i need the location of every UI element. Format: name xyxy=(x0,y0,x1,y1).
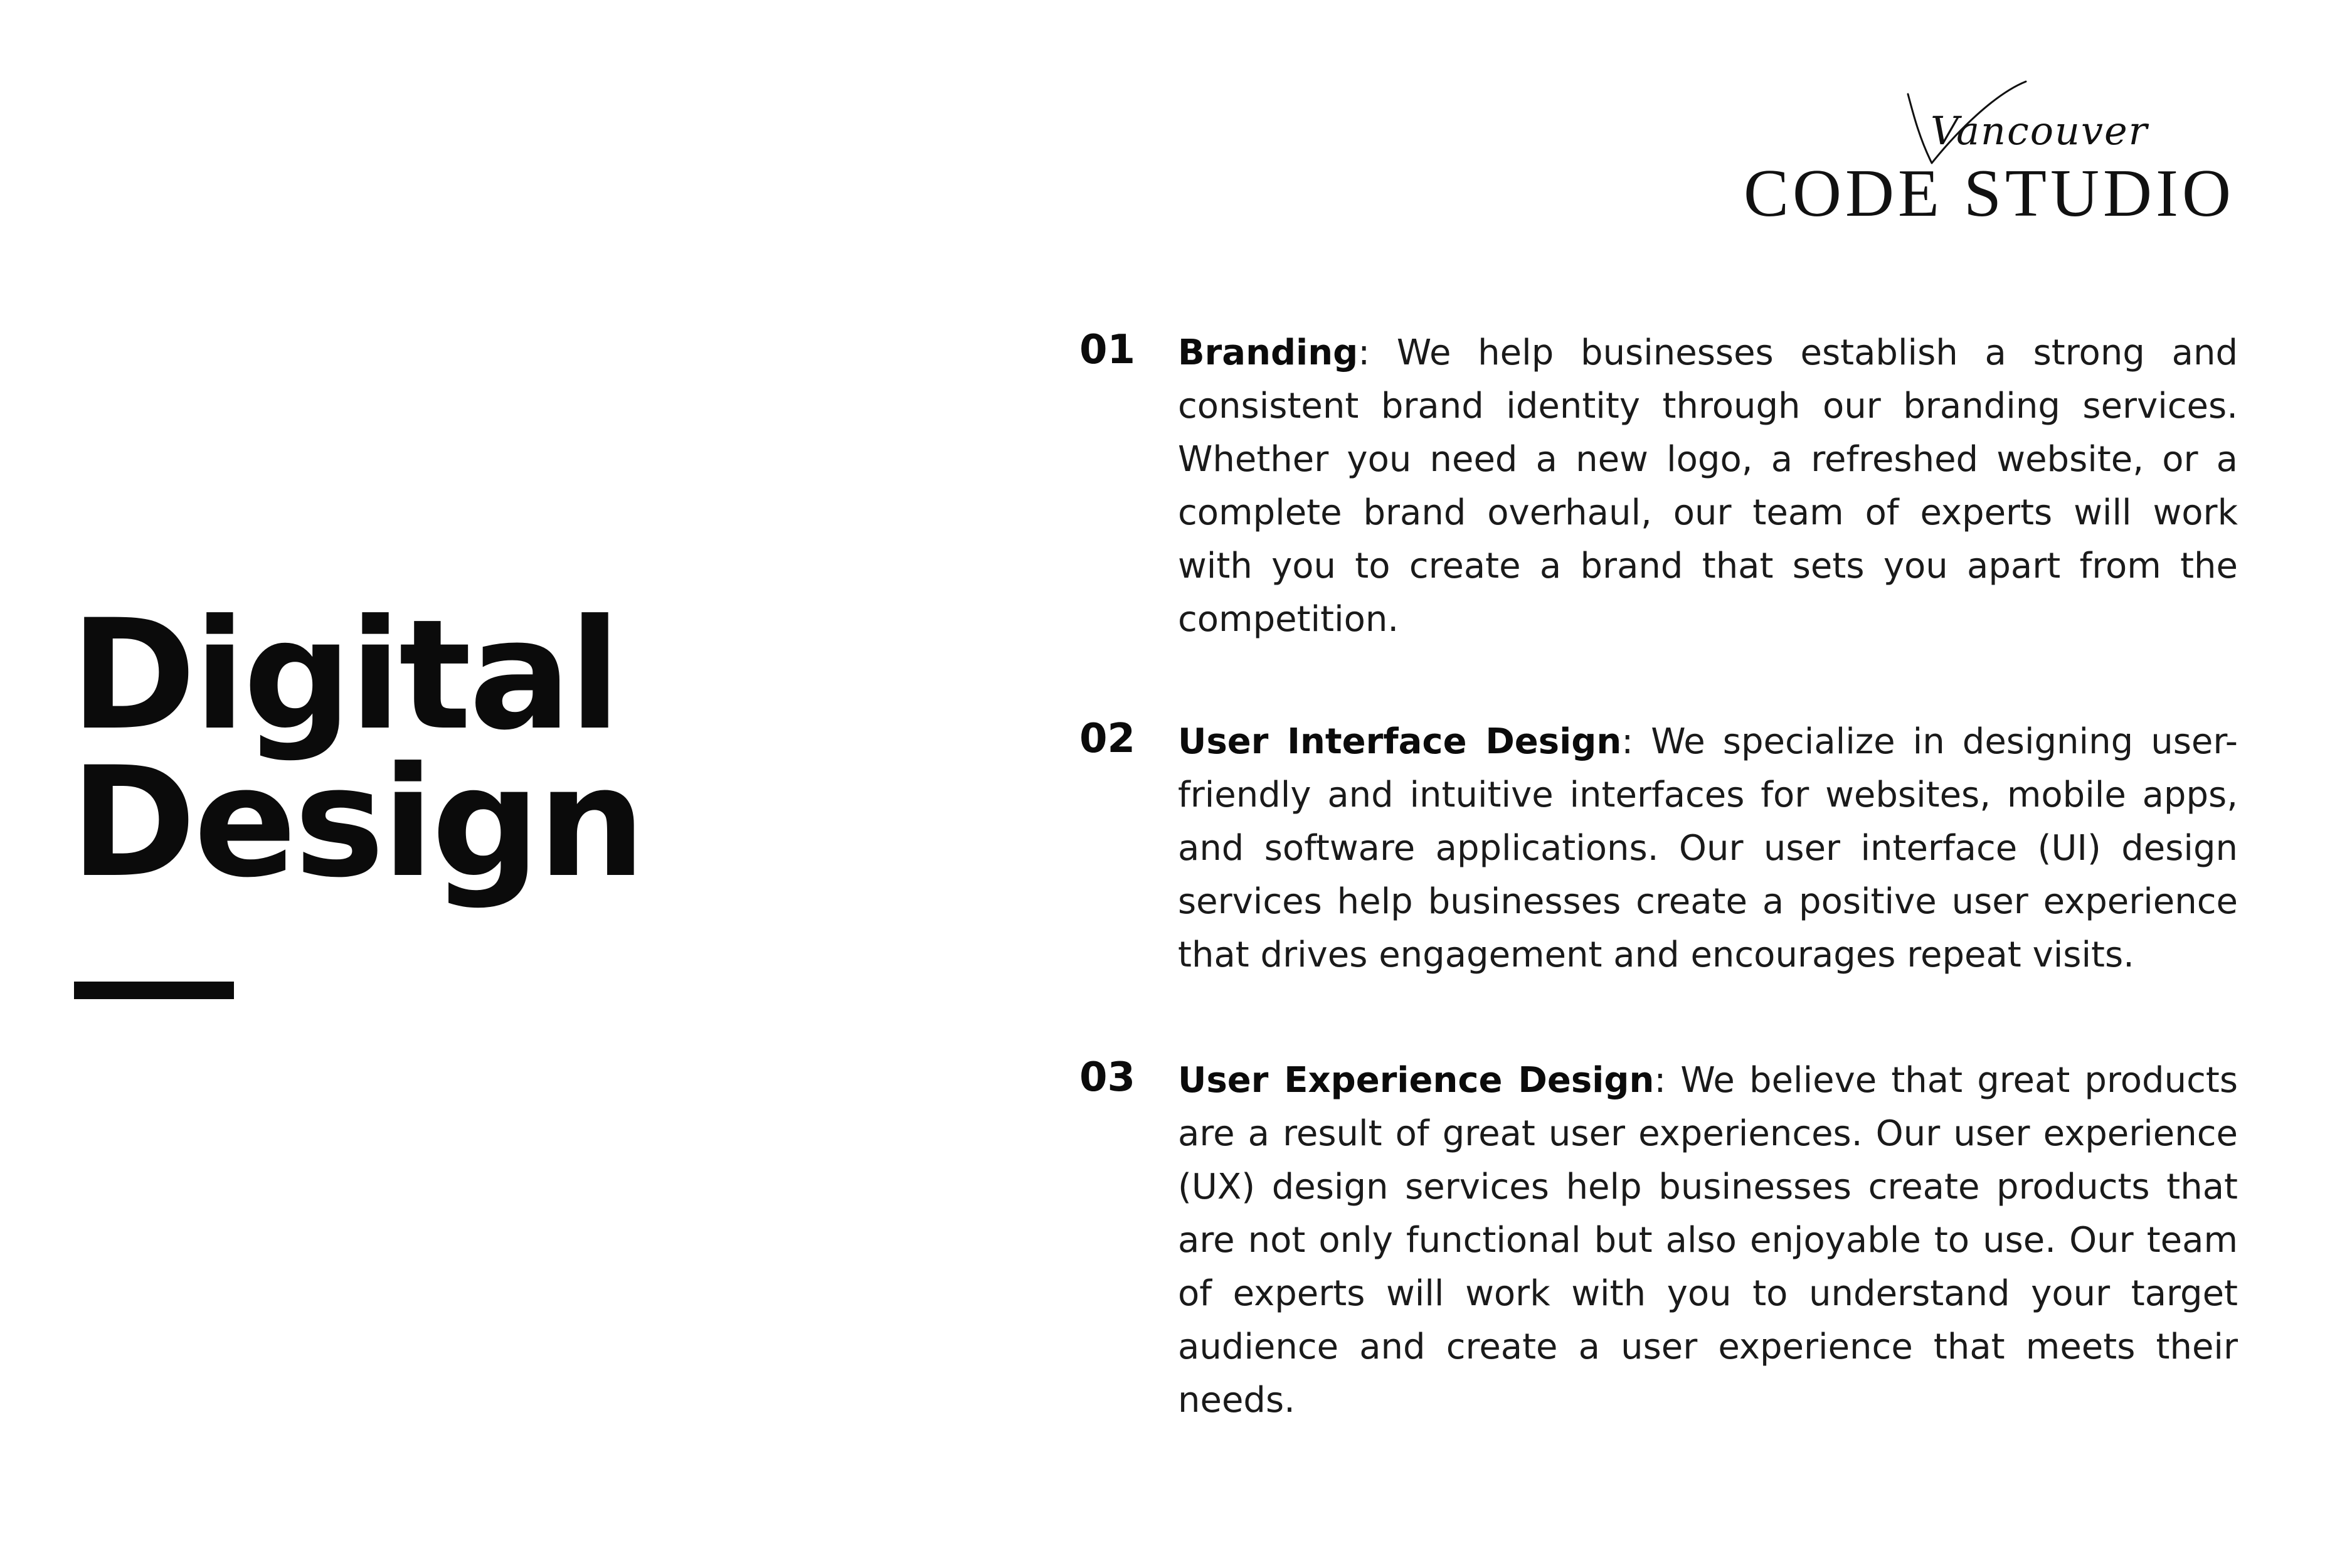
service-number: 01 xyxy=(1079,327,1135,373)
service-number: 03 xyxy=(1079,1054,1135,1101)
service-number: 02 xyxy=(1079,716,1135,762)
service-description: : We help businesses establish a strong and consistent brand identity through our branding services. Whether you need a new logo, a refreshed website, or a complete brand overhaul, our team of experts will work with you to create a brand that sets you apart from the competition. xyxy=(1178,332,2238,640)
service-term: User Interface Design xyxy=(1178,721,1622,762)
service-paragraph xyxy=(1178,326,2238,646)
page-title xyxy=(70,587,644,911)
page-title-line-1: Digital xyxy=(70,587,618,764)
service-paragraph xyxy=(1178,715,2238,982)
logo-main-text: CODE STUDIO xyxy=(1744,156,2235,231)
brand-logo xyxy=(1744,69,2235,231)
service-term: User Experience Design xyxy=(1178,1060,1655,1101)
page-title-line-2: Design xyxy=(70,734,644,911)
service-term: Branding xyxy=(1178,332,1359,373)
service-paragraph xyxy=(1178,1054,2238,1427)
service-description: : We believe that great products are a result of great user experiences. Our user experience (UX) design services help businesses create products that are not only functional but also enjoyable to use. Our team of experts will work with you to understand your target audience and create a user experience that meets their needs. xyxy=(1178,1060,2238,1421)
logo-script-text: Vancouver xyxy=(1931,108,2149,154)
service-description: : We specialize in designing user-friendly and intuitive interfaces for websites, mobile apps, and software applications. Our user interface (UI) design services help businesses create a positive user experience that drives engagement and encourages repeat visits. xyxy=(1178,721,2238,975)
title-underline-rule xyxy=(74,982,234,999)
